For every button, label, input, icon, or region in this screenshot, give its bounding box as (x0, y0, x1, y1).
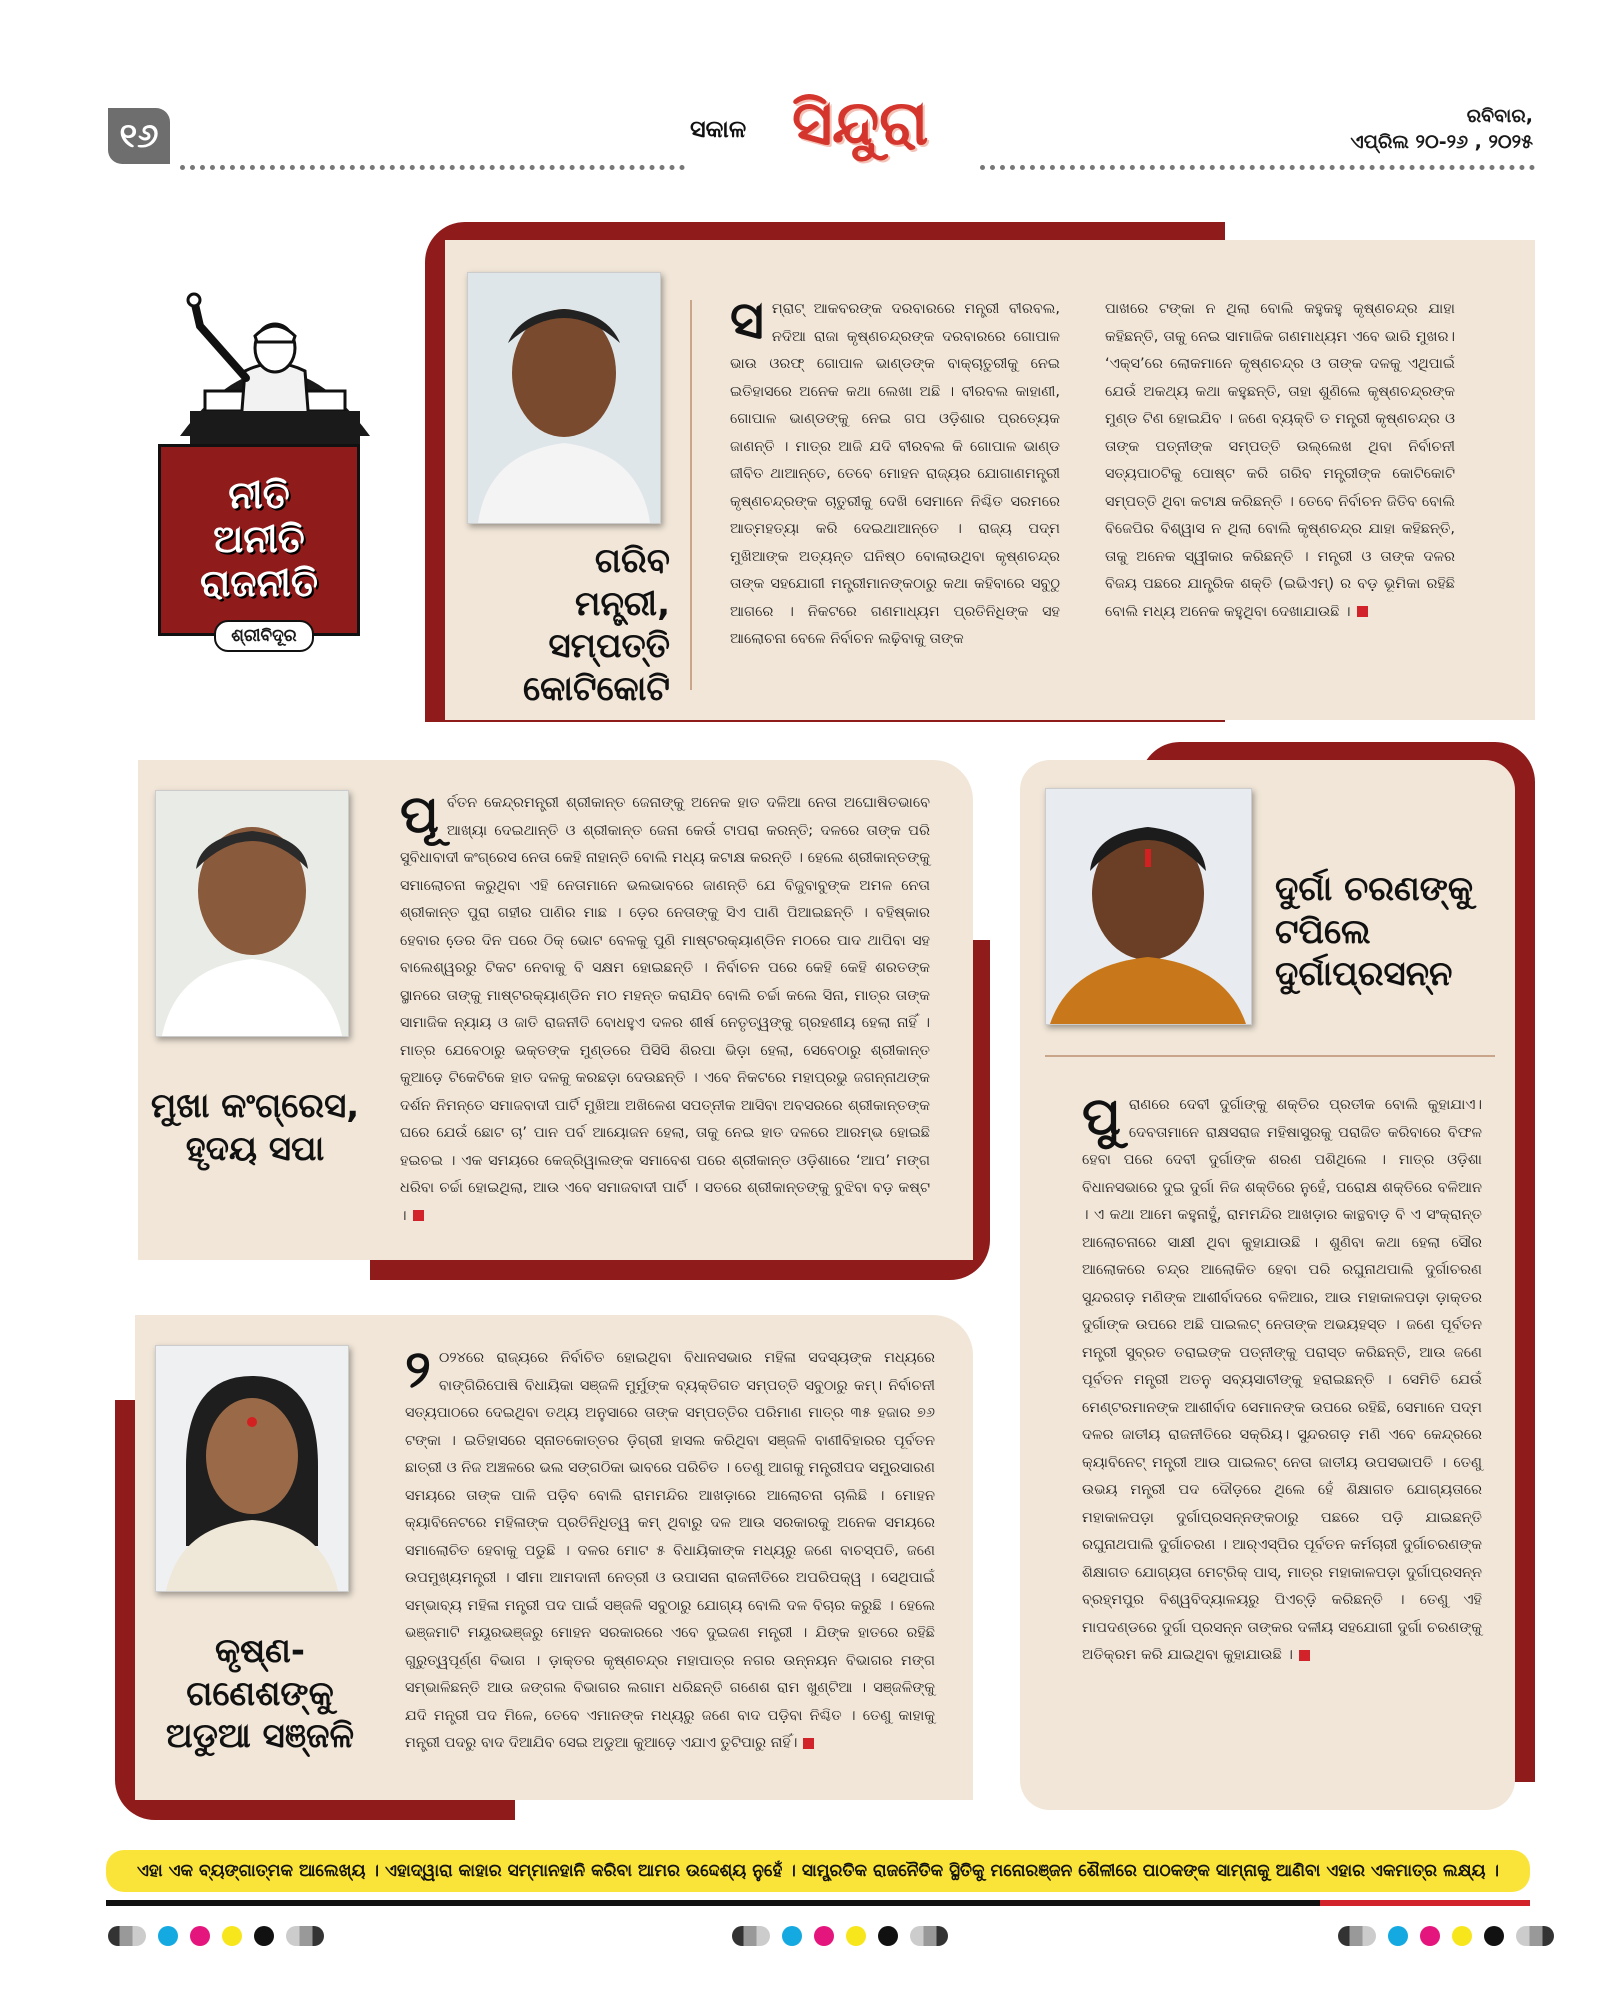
article-2-body (400, 785, 930, 1230)
article-4-photo (155, 1345, 349, 1592)
issue-day: ରବିବାର, (1466, 105, 1533, 127)
magenta-dot-icon (814, 1926, 834, 1946)
article-1-photo (467, 272, 661, 524)
article-1-text-1: ମ୍ରାଟ୍ ଆକବରଙ୍କ ଦରବାରରେ ମନ୍ତ୍ରୀ ବୀରବଲ, ନଦିଆ ରାଜା କୃଷ୍ଣଚନ୍ଦ୍ରଙ୍କ ଦରବାରରେ ଗୋପାଳ ଭାଉ ଓରଫ୍ ଗୋପାଳ ଭାଣ୍ଡଙ୍କ ବାକ୍‌ଚାତୁରୀକୁ ନେଇ ଇତିହାସରେ ଅନେକ କଥା ଲେଖା ଅଛି । ବୀରବଲ କାହାଣୀ, ଗୋପାଳ ଭାଣ୍ଡଙ୍କୁ ନେଇ ଗପ ଓଡ଼ିଶାର ପ୍ରତ୍ୟେକ ଜାଣନ୍ତି । ମାତ୍ର ଆଜି ଯଦି ବୀରବଲ କି ଗୋପାଳ ଭାଣ୍ଡ ଜୀବିତ ଥାଆନ୍ତେ, ତେବେ ମୋହନ ରାଜ୍ୟର ଯୋଗାଣମନ୍ତ୍ରୀ କୃଷ୍ଣଚନ୍ଦ୍ରଙ୍କ ଚାତୁରୀକୁ ଦେଖି ସେମାନେ ନିଶ୍ଚିତ ସରମରେ ଆତ୍ମହତ୍ୟା କରି ଦେଇଥାଆନ୍ତେ । ରାଜ୍ୟ ପଦ୍ମ ମୁଖିଆଙ୍କ ଅତ୍ୟନ୍ତ ଘନିଷ୍ଠ ବୋଲାଉଥିବା କୃଷ୍ଣଚନ୍ଦ୍ର ତାଙ୍କ ସହଯୋଗୀ ମନ୍ତ୍ରୀମାନଙ୍କଠାରୁ କଥା କହିବାରେ ସବୁଠୁ ଆଗରେ । ନିକଟରେ ଗଣମାଧ୍ୟମ ପ୍ରତିନିଧିଙ୍କ ସହ ଆଲୋଚନା ବେଳେ ନିର୍ବାଚନ ଲଢ଼ିବାକୁ ତାଙ୍କ (730, 301, 1060, 647)
headline-line: କୋଟିକୋଟି (523, 668, 670, 709)
logo-line-3: ରାଜନୀତି (199, 560, 319, 605)
portrait-icon (1046, 789, 1251, 1024)
article-3-text: ରାଣରେ ଦେବୀ ଦୁର୍ଗାଙ୍କୁ ଶକ୍ତିର ପ୍ରତୀକ ବୋଲି କୁହାଯାଏ। ଦେବତାମାନେ ରାକ୍ଷସରାଜ ମହିଷାସୁରକୁ ପରାଜିତ କରିବାରେ ବିଫଳ ହେବା ପରେ ଦେବୀ ଦୁର୍ଗାଙ୍କ ଶରଣ ପଶିଥିଲେ । ମାତ୍ର ଓଡ଼ିଶା ବିଧାନସଭାରେ ଦୁଇ ଦୁର୍ଗା ନିଜ ଶକ୍ତିରେ ନୁହେଁ, ପରୋକ୍ଷ ଶକ୍ତିରେ ବଳିଆନ । ଏ କଥା ଆମେ କହୁନାହୁଁ, ରାମମନ୍ଦିର ଆଖଡ଼ାର କାନ୍ଥବାଡ଼ ବି ଏ ସଂକ୍ରାନ୍ତ ଆଲୋଚନାରେ ସାକ୍ଷୀ ଥିବା କୁହାଯାଉଛି । ଶୁଣିବା କଥା ହେଲା ସୌର ଆଲୋକରେ ଚନ୍ଦ୍ର ଆଲୋକିତ ହେବା ପରି ରଘୁନାଥପାଲି ଦୁର୍ଗାଚରଣ ସୁନ୍ଦରଗଡ଼ ମଣିଙ୍କ ଆଶୀର୍ବାଦରେ ବଳିଆର, ଆଉ ମହାକାଳପଡ଼ା ଡ଼ାକ୍ତର ଦୁର୍ଗାଙ୍କ ଉପରେ ଅଛି ପାଇଲଟ୍ ନେତାଙ୍କ ଅଭୟହସ୍ତ । ଜଣେ ପୂର୍ବତନ ମନ୍ତ୍ରୀ ସୁବ୍ରତ ତରାଇଙ୍କ ପତ୍ନୀଙ୍କୁ ପରାସ୍ତ କରିଛନ୍ତି, ଆଉ ଜଣେ ପୂର୍ବତନ ମନ୍ତ୍ରୀ ଅତନୁ ସବ୍ୟସାଚୀଙ୍କୁ ହରାଇଛନ୍ତି । ସେମିତି ଯେଉଁ ମେଣ୍ଟରମାନଙ୍କ ଆଶୀର୍ବାଦ ସେମାନଙ୍କ ଉପରେ ରହିଛି, ସେମାନେ ପଦ୍ମ ଦଳର ଜାତୀୟ ରାଜନୀତିରେ ସକ୍ରିୟ। ସୁନ୍ଦରଗଡ଼ ମଣି ଏବେ କେନ୍ଦ୍ରରେ କ୍ୟାବିନେଟ୍ ମନ୍ତ୍ରୀ ଆଉ ପାଇଲଟ୍ ନେତା ଜାତୀୟ ଉପସଭାପତି । ତେଣୁ ଉଭୟ ମନ୍ତ୍ରୀ ପଦ ଦୌଡ଼ରେ ଥିଲେ ହେଁ ଶିକ୍ଷାଗତ ଯୋଗ୍ୟତାରେ ମହାକାଳପଡ଼ା ଦୁର୍ଗାପ୍ରସନ୍ନଙ୍କଠାରୁ ପଛରେ ପଡ଼ି ଯାଇଛନ୍ତି ରଘୁନାଥପାଲି ଦୁର୍ଗାଚରଣ । ଆର୍‌ଏସ୍‌ପିର ପୂର୍ବତନ କର୍ମଚାରୀ ଦୁର୍ଗାଚରଣଙ୍କ ଶିକ୍ଷାଗତ ଯୋଗ୍ୟତା ମେଟ୍ରିକ୍ ପାସ୍, ମାତ୍ର ମହାକାଳପଡ଼ା ଦୁର୍ଗାପ୍ରସନ୍ନ ବ୍ରହ୍ମପୁର ବିଶ୍ୱବିଦ୍ୟାଳୟରୁ ପିଏଚ୍‌ଡ଼ି କରିଛନ୍ତି । ତେଣୁ ଏହି ମାପଦଣ୍ଡରେ ଦୁର୍ଗା ପ୍ରସନ୍ନ ତାଙ୍କର ଦଳୀୟ ସହଯୋଗୀ ଦୁର୍ଗା ଚରଣଙ୍କୁ ଅତିକ୍ରମ କରି ଯାଇଥିବା କୁହାଯାଉଛି । (1082, 1097, 1482, 1663)
portrait-icon (156, 1346, 348, 1591)
dropcap: ସ (730, 291, 764, 351)
article-3-photo (1045, 788, 1252, 1025)
masthead-title: ସିନ୍ଦୁରା (792, 86, 929, 159)
cyan-dot-icon (782, 1926, 802, 1946)
article-3-body (1082, 1087, 1482, 1670)
registration-pill-icon (286, 1926, 324, 1946)
registration-pill-icon (1338, 1926, 1376, 1946)
article-1-col-2 (1105, 296, 1455, 626)
portrait-icon (156, 791, 348, 1036)
article-3-divider (1045, 1055, 1495, 1057)
issue-date-range: ଏପ୍ରିଲ ୨୦-୨୬ , ୨୦୨୫ (1350, 130, 1533, 153)
headline-line: କୃଷ୍ଣ-ଗଣେଶଙ୍କୁ (186, 1631, 334, 1714)
headline-line: ମୁଖା କଂଗ୍ରେସ, (150, 1086, 360, 1126)
end-square-icon (1357, 606, 1368, 617)
magenta-dot-icon (1420, 1926, 1440, 1946)
headline-line: ଗରିବ (594, 541, 670, 581)
end-square-icon (413, 1210, 424, 1221)
headline-line: ଅଡୁଆ ସଞ୍ଜଳି (165, 1716, 355, 1756)
yellow-dot-icon (846, 1926, 866, 1946)
registration-marks-center (732, 1926, 960, 1946)
masthead-small: ସକାଳ (690, 114, 747, 143)
article-1-headline (470, 540, 670, 710)
header-rule-left (180, 165, 685, 170)
registration-pill-icon (108, 1926, 146, 1946)
dropcap: ୨ (405, 1340, 431, 1400)
article-3-headline (1275, 868, 1515, 996)
article-1-col-1 (730, 291, 1060, 654)
logo-line-1: ନୀତି (228, 473, 290, 518)
header-rule-right (980, 165, 1535, 170)
article-2-photo (155, 790, 349, 1037)
black-dot-icon (254, 1926, 274, 1946)
black-dot-icon (878, 1926, 898, 1946)
article-2-text: ର୍ବତନ କେନ୍ଦ୍ରମନ୍ତ୍ରୀ ଶ୍ରୀକାନ୍ତ ଜେନାଙ୍କୁ ଅନେକ ହାତ ଦଳିଆ ନେତା ଅଘୋଷିତଭାବେ ଆଖ୍ୟା ଦେଇଥାନ୍ତି ଓ ଶ୍ରୀକାନ୍ତ ଜେନା କେଉଁ ଟାପରା କରନ୍ତି; ଦଳରେ ତାଙ୍କ ପରି ସୁବିଧାବାଦୀ କଂଗ୍ରେସ ନେତା କେହି ନାହାନ୍ତି ବୋଲି ମଧ୍ୟ କଟାକ୍ଷ କରନ୍ତି । ହେଲେ ଶ୍ରୀକାନ୍ତଙ୍କୁ ସମାଲୋଚନା କରୁଥିବା ଏହି ନେତାମାନେ ଭଲଭାବରେ ଜାଣନ୍ତି ଯେ ବିଜୁବାବୁଙ୍କ ଅମଳ ନେତା ଶ୍ରୀକାନ୍ତ ପୁରା ଗହୀର ପାଣିର ମାଛ । ଡ଼େର ନେତାଙ୍କୁ ସିଏ ପାଣି ପିଆଇଛନ୍ତି । ବହିଷ୍କାର ହେବାର ଡେ଼ର ଦିନ ପରେ ଠିକ୍ ଭୋଟ ବେଳକୁ ପୁଣି ମାଷ୍ଟରକ୍ୟାଣ୍ଡିନ ମଠରେ ପାଦ ଥାପିବା ସହ ବାଲେଶ୍ୱରରୁ ଟିକଟ ନେବାକୁ ବି ସକ୍ଷମ ହୋଇଛନ୍ତି । ନିର୍ବାଚନ ପରେ କେହି କେହି ଶରତଙ୍କ ସ୍ଥାନରେ ତାଙ୍କୁ ମାଷ୍ଟରକ୍ୟାଣ୍ଡିନ ମଠ ମହନ୍ତ କରାଯିବ ବୋଲି ଚର୍ଚ୍ଚା କଲେ ସିନା, ମାତ୍ର ତାଙ୍କ ସାମାଜିକ ନ୍ୟାୟ ଓ ଜାତି ରାଜନୀତି ବୋଧହୁଏ ଦଳର ଶୀର୍ଷ ନେତୃତ୍ୱଙ୍କୁ ଗ୍ରହଣୀୟ ହେଲା ନାହିଁ । ମାତ୍ର ଯେବେଠାରୁ ଭକ୍ତଙ୍କ ମୁଣ୍ଡରେ ପିସିସି ଶିରପା ଭିଡ଼ା ହେଲା, ସେବେଠାରୁ ଶ୍ରୀକାନ୍ତ କୁଆଡ଼େ ଟିକେଟିକେ ହାତ ଦଳକୁ କରଛଡ଼ା ଦେଉଛନ୍ତି । ଏବେ ନିକଟରେ ମହାପ୍ରଭୁ ଜଗନ୍ନାଥଙ୍କ ଦର୍ଶନ ନିମନ୍ତେ ସମାଜବାଦୀ ପାର୍ଟି ମୁଖିଆ ଅଖିଳେଶ ସପତ୍ନୀକ ଆସିବା ଅବସରରେ ଶ୍ରୀକାନ୍ତଙ୍କ ଘରେ ଯେଉଁ ଛୋଟ ଚା’ ପାନ ପର୍ବ ଆୟୋଜନ ହେଲା, ତାକୁ ନେଇ ହାତ ଦଳରେ ଆରମ୍ଭ ହୋଇଛି ହଇଚଇ । ଏକ ସମୟରେ କେଜ୍ରିୱାଲଙ୍କ ସମାବେଶ ପରେ ଶ୍ରୀକାନ୍ତ ଓଡ଼ିଶାରେ ‘ଆପ’ ମଙ୍ଗ ଧରିବା ଚର୍ଚ୍ଚା ହୋଇଥିଲା, ଆଉ ଏବେ ସମାଜବାଦୀ ପାର୍ଟି । ସତରେ ଶ୍ରୀକାନ୍ତଙ୍କୁ ବୁଝିବା ବଡ଼ କଷ୍ଟ । (400, 795, 930, 1224)
article-4-body (405, 1340, 935, 1758)
registration-pill-icon (732, 1926, 770, 1946)
portrait-icon (468, 273, 660, 523)
article-2-headline (150, 1085, 360, 1170)
headline-line: ଦୁର୍ଗାପ୍ରସନ୍ନ (1275, 954, 1453, 994)
headline-line: ହୃଦୟ ସପା (185, 1128, 325, 1169)
headline-line: ଟପିଲେ (1275, 911, 1371, 952)
end-square-icon (1299, 1650, 1310, 1661)
registration-pill-icon (1516, 1926, 1554, 1946)
magenta-dot-icon (190, 1926, 210, 1946)
series-logo (158, 444, 360, 636)
footer-rule-accent (1320, 1900, 1530, 1906)
dropcap: ପୂ (400, 785, 439, 845)
headline-line: ମନ୍ତ୍ରୀ, ସମ୍ପତ୍ତି (548, 583, 670, 666)
registration-marks-right (1338, 1926, 1566, 1946)
cyan-dot-icon (158, 1926, 178, 1946)
disclaimer-banner: ଏହା ଏକ ବ୍ୟଙ୍ଗାତ୍ମକ ଆଲେଖ୍ୟ । ଏହାଦ୍ୱାରା କାହାର ସମ୍ମାନହାନି କରିବା ଆମର ଉଦ୍ଦେଶ୍ୟ ନୁହେଁ । ସାମ୍ପ୍ରତିକ ରାଜନୈତିକ ସ୍ଥିତିକୁ ମନୋରଞ୍ଜନ ଶୈଳୀରେ ପାଠକଙ୍କ ସାମ୍ନାକୁ ଆଣିବା ଏହାର ଏକମାତ୍ର ଲକ୍ଷ୍ୟ । (106, 1850, 1530, 1892)
author-byline: ଶ୍ରୀବିଦୂର (214, 620, 314, 652)
logo-line-2: ଅନୀତି (213, 517, 305, 562)
politician-cartoon-icon (160, 286, 390, 446)
article-1-divider (690, 300, 692, 690)
article-4-text: ୦୨୪ରେ ରାଜ୍ୟରେ ନିର୍ବାଚିତ ହୋଇଥିବା ବିଧାନସଭାର ମହିଳା ସଦସ୍ୟଙ୍କ ମଧ୍ୟରେ ବାଙ୍ଗିରିପୋଷି ବିଧାୟିକା ସଞ୍ଜଳି ମୁର୍ମୁଙ୍କ ବ୍ୟକ୍ତିଗତ ସମ୍ପତ୍ତି ସବୁଠାରୁ କମ୍। ନିର୍ବାଚନୀ ସତ୍ୟପାଠରେ ଦେଇଥିବା ତଥ୍ୟ ଅନୁସାରେ ତାଙ୍କ ସମ୍ପତ୍ତିର ପରିମାଣ ମାତ୍ର ୩୫ ହଜାର ୭୬ ଟଙ୍କା । ଇତିହାସରେ ସ୍ନାତକୋତ୍ତର ଡ଼ିଗ୍ରୀ ହାସଲ କରିଥିବା ସଞ୍ଜଳି ବାଣୀବିହାରର ପୂର୍ବତନ ଛାତ୍ରୀ ଓ ନିଜ ଅଞ୍ଚଳରେ ଭଲ ସଙ୍ଗଠିକା ଭାବରେ ପରିଚିତ । ତେଣୁ ଆଗକୁ ମନ୍ତ୍ରୀପଦ ସମ୍ପ୍ରସାରଣ ସମୟରେ ତାଙ୍କ ପାଳି ପଡ଼ିବ ବୋଲି ରାମମନ୍ଦିର ଆଖଡ଼ାରେ ଆଲୋଚନା ଚାଲିଛି । ମୋହନ କ୍ୟାବିନେଟରେ ମହିଳାଙ୍କ ପ୍ରତିନିଧିତ୍ୱ କମ୍ ଥିବାରୁ ଦଳ ଆଉ ସରକାରକୁ ଅନେକ ସମୟରେ ସମାଲୋଚିତ ହେବାକୁ ପଡୁଛି । ଦଳର ମୋଟ ୫ ବିଧାୟିକାଙ୍କ ମଧ୍ୟରୁ ଜଣେ ବାଚସ୍ପତି, ଜଣେ ଉପମୁଖ୍ୟମନ୍ତ୍ରୀ । ସୀମା ଆମଦାନୀ ନେତ୍ରୀ ଓ ଉପାସନା ରାଜନୀତିରେ ଅପରିପକ୍ୱ । ସେଥିପାଇଁ ସମ୍ଭାବ୍ୟ ମହିଳା ମନ୍ତ୍ରୀ ପଦ ପାଇଁ ସଞ୍ଜଳି ସବୁଠାରୁ ଯୋଗ୍ୟ ବୋଲି ଦଳ ବିଚାର କରୁଛି । ହେଲେ ଭଞ୍ଜମାଟି ମୟୂରଭଞ୍ଜରୁ ମୋହନ ସରକାରରେ ଏବେ ଦୁଇଜଣ ମନ୍ତ୍ରୀ । ଯିଙ୍କ ହାତରେ ରହିଛି ଗୁରୁତ୍ୱପୂର୍ଣ୍ଣ ବିଭାଗ । ଡ଼ାକ୍ତର କୃଷ୍ଣଚନ୍ଦ୍ର ମହାପାତ୍ର ନଗର ଉନ୍ନୟନ ବିଭାଗର ମଙ୍ଗ ସମ୍ଭାଳିଛନ୍ତି ଆଉ ଜଙ୍ଗଲ ବିଭାଗର ଲଗାମ ଧରିଛନ୍ତି ଗଣେଶ ରାମ ଖୁଣ୍ଟିଆ । ସଞ୍ଜଳିଙ୍କୁ ଯଦି ମନ୍ତ୍ରୀ ପଦ ମିଳେ, ତେବେ ଏମାନଙ୍କ ମଧ୍ୟରୁ ଜଣେ ବାଦ ପଡ଼ିବା ନିଶ୍ଚିତ । ତେଣୁ କାହାକୁ ମନ୍ତ୍ରୀ ପଦରୁ ବାଦ ଦିଆଯିବ ସେଇ ଅଡୁଆ କୁଆଡ଼େ ଏଯାଏ ତୁଟିପାରୁ ନାହିଁ। (405, 1350, 935, 1751)
black-dot-icon (1484, 1926, 1504, 1946)
dropcap: ପୁ (1082, 1087, 1121, 1147)
page-number: ୧୬ (108, 108, 170, 164)
registration-marks-left (108, 1926, 336, 1946)
issue-date (1350, 104, 1533, 155)
article-4-headline (145, 1630, 375, 1758)
end-square-icon (803, 1738, 814, 1749)
yellow-dot-icon (222, 1926, 242, 1946)
footer-rule (106, 1900, 1530, 1906)
headline-line: ଦୁର୍ଗା ଚରଣଙ୍କୁ (1275, 869, 1474, 909)
yellow-dot-icon (1452, 1926, 1472, 1946)
article-1-text-2: ପାଖରେ ଟଙ୍କା ନ ଥିଲା ବୋଲି କହୁକହୁ କୃଷ୍ଣଚନ୍ଦ୍ର ଯାହା କହିଛନ୍ତି, ତାକୁ ନେଇ ସାମାଜିକ ଗଣମାଧ୍ୟମ ଏବେ ଭାରି ମୁଖର। ‘ଏକ୍ସ’ରେ ଲୋକମାନେ କୃଷ୍ଣଚନ୍ଦ୍ର ଓ ତାଙ୍କ ଦଳକୁ ଏଥିପାଇଁ ଯେଉଁ ଅକଥ୍ୟ କଥା କହୁଛନ୍ତି, ତାହା ଶୁଣିଲେ କୃଷ୍ଣଚନ୍ଦ୍ରଙ୍କ ମୁଣ୍ଡ ଟିଣ ହୋଇଯିବ । ଜଣେ ବ୍ୟକ୍ତି ତ ମନ୍ତ୍ରୀ କୃଷ୍ଣଚନ୍ଦ୍ର ଓ ତାଙ୍କ ପତ୍ନୀଙ୍କ ସମ୍ପତ୍ତି ଉଲ୍ଲେଖ ଥିବା ନିର୍ବାଚନୀ ସତ୍ୟପାଠଟିକୁ ପୋଷ୍ଟ କରି ଗରିବ ମନ୍ତ୍ରୀଙ୍କ କୋଟିକୋଟି ସମ୍ପତ୍ତି ଥିବା କଟାକ୍ଷ କରିଛନ୍ତି । ତେବେ ନିର୍ବାଚନ ଜିତିବ ବୋଲି ବିଜେପିର ବିଶ୍ୱାସ ନ ଥିଲା ବୋଲି କୃଷ୍ଣଚନ୍ଦ୍ର ଯାହା କହିଛନ୍ତି, ତାକୁ ଅନେକ ସ୍ୱୀକାର କରିଛନ୍ତି । ମନ୍ତ୍ରୀ ଓ ତାଙ୍କ ଦଳର ବିଜୟ ପଛରେ ଯାନ୍ତ୍ରିକ ଶକ୍ତି (ଇଭିଏମ୍) ର ବଡ଼ ଭୂମିକା ରହିଛି ବୋଲି ମଧ୍ୟ ଅନେକ କହୁଥିବା ଦେଖାଯାଉଛି । (1105, 301, 1455, 620)
registration-pill-icon (910, 1926, 948, 1946)
cyan-dot-icon (1388, 1926, 1408, 1946)
